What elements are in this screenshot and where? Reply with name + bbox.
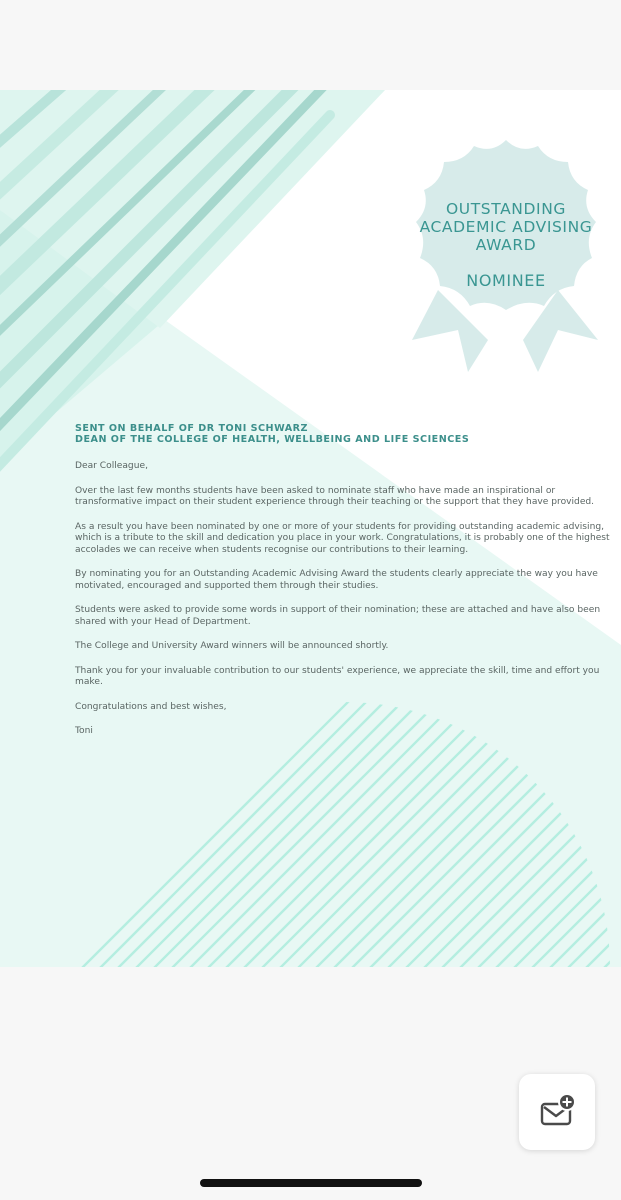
letter-paragraph: Thank you for your invaluable contribution to our students' experience, we appreciate the skill, time and effort you make. [75, 665, 600, 687]
sender-block [75, 423, 469, 445]
letter-paragraph: Students were asked to provide some words in support of their nomination; these are attached and have also been shared with your Head of Department. [75, 605, 601, 627]
compose-mail-plus-icon [539, 1093, 577, 1131]
award-title-line-2: ACADEMIC ADVISING [419, 218, 593, 236]
letter-body [75, 461, 615, 751]
letter-paragraph: The College and University Award winners will be announced shortly. [75, 641, 389, 651]
award-title [408, 200, 604, 290]
home-indicator[interactable] [200, 1179, 422, 1187]
letter-image [0, 90, 621, 967]
letter-greeting: Dear Colleague, [75, 461, 148, 471]
letter-paragraph: Over the last few months students have been asked to nominate staff who have made an inspirational or transformative impact on their student experience through their teaching or the support that they have provided. [75, 485, 595, 507]
award-title-line-3: AWARD [475, 236, 537, 254]
sender-line-2: DEAN OF THE COLLEGE OF HEALTH, WELLBEING AND LIFE SCIENCES [75, 434, 470, 445]
letter-paragraph: As a result you have been nominated by one or more of your students for providing outstanding academic advising, which is a tribute to the skill and dedication you place in your work. Congratulations, it is probably one of the highest accolades we can receive when students recognise our contributions to their learning. [75, 521, 610, 555]
sender-line-1: SENT ON BEHALF OF DR TONI SCHWARZ [75, 423, 309, 434]
letter-closing: Congratulations and best wishes, [75, 701, 227, 712]
award-title-line-1: OUTSTANDING [445, 200, 567, 218]
compose-button[interactable] [519, 1074, 595, 1150]
nominee-label: NOMINEE [466, 271, 546, 290]
letter-signature: Toni [75, 726, 93, 736]
letter-paragraph: By nominating you for an Outstanding Academic Advising Award the students clearly appreciate the way you have motivated, encouraged and supported them through their studies. [75, 569, 598, 591]
